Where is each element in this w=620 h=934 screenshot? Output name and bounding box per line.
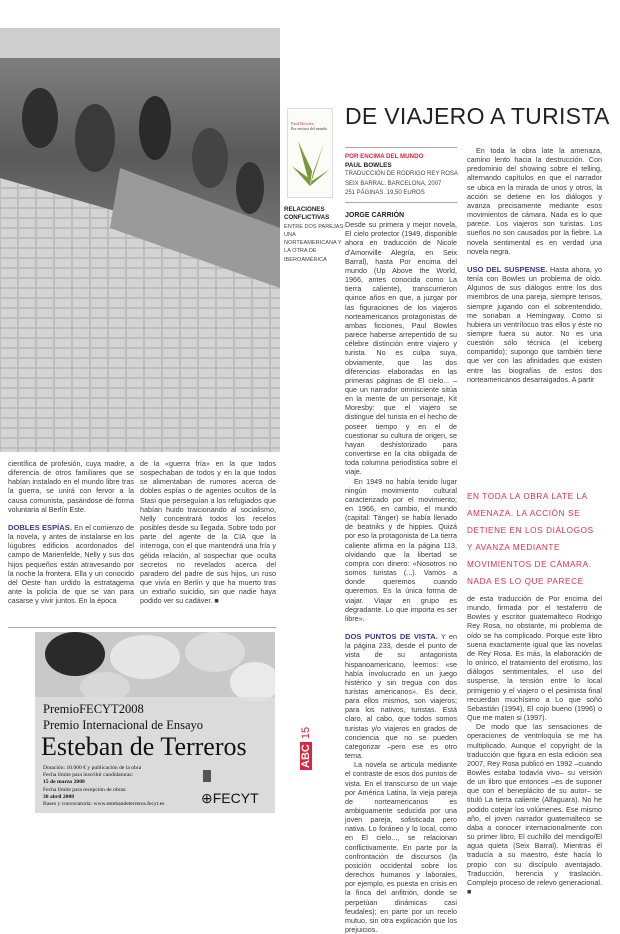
- divider: [345, 202, 457, 203]
- paragraph: de la «guerra fría» en la que todos sospechaban de todos y en la que todos se alimentaban de rumores acerca de dobles espías o de agentes ocultos de la Stasi que perseguían a los refugiados que habían huido traicionando al socialismo, Nelly concentrará todos los recelos posibles desde su llegada. Sobre todo por parte del agente de la CIA que la interroga, con el que mantendrá una fría y gélida relación, al sospechar que oculta secretos no revelados acerca del paradero del padre de sus hijos, un ruso que vivía en Berlín y que ha muerto tras un extraño suicidio, sin que nadie haya podido ver su cadáver. ■: [140, 459, 276, 606]
- caption-title: RELACIONES CONFLICTIVAS: [284, 206, 330, 222]
- leaf-illustration: [288, 131, 332, 191]
- ad-website[interactable]: Bases y convocatoria: www.estebandeterreros.fecyt.es: [43, 801, 165, 808]
- ad-detail: 30 abril 2008: [43, 793, 75, 800]
- book-cover-title: Por encima del mundo: [291, 126, 328, 131]
- book-translation: TRADUCCIÓN DE RODRIGO REY ROSA: [345, 171, 458, 178]
- paragraph: científica de profesión, cuya madre, a diferencia de otros familiares que se habían instalado en el mundo libre tras la guerra, se unirá con fervor a la causa comunista, pasándose de forma voluntaria al Berlín Este.: [8, 459, 134, 514]
- review-column-2: [467, 146, 602, 384]
- previous-article-column-1: [8, 459, 134, 605]
- review-column-2-continued: [467, 594, 602, 896]
- ad-line-3: Esteban de Terreros: [41, 732, 247, 761]
- ad-line-1: PremioFECYT2008: [43, 702, 144, 716]
- book-publisher: SEIX BARRAL. BARCELONA, 2007: [345, 180, 442, 187]
- photo-caption: [284, 206, 346, 264]
- spanish-coat-of-arms-icon: [203, 770, 211, 782]
- paragraph: de esta traducción de Por encima del mundo, firmada por el testaferro de Bowles y escritor guatemalteco Rodrigo Rey Rosa, no obstante, mi problema de oído se ha complicado. Porque este libro suena exactamente igual que las novelas de Rey Rosa. Es más, la elaboración de lo onírico, el tratamiento del erotismo, los diálogos sentimentales, el uso del suspense, la tensión entre lo local primigenio y el viajero o el pesimista final recuerdan muchísimo a Lo que soñó Sebastián (1994), El cojo bueno (1996) o Que me maten si (1997).: [467, 594, 602, 723]
- book-cover-author: Paul Bowles: [291, 121, 314, 126]
- section-heading: DOS PUNTOS DE VISTA.: [345, 632, 438, 642]
- fecyt-advertisement[interactable]: [35, 632, 275, 813]
- paragraph: De modo que las sensaciones de operaciones de ventriloquía se me ha multiplicado. Aunque el copyright de la traducción que figura en esta edición sea 2007, Rey Rosa publicó en 1992 –cuando Bowles estaba todavía vivo– su versión de un libro que entonces –es de suponer que con el beneplácito de su autor– se tituló La tierra caliente (Alfaguara). No he podido cotejar los volúmenes. Ese mismo año, el joven narrador guatemalteco se daba a conocer internacionalmente con su primer libro, El cuchillo del mendigo/El agua quieta (Seix Barral). Mientras él traducía a su maestro, éste hacía lo propio con su discípulo aventajado. Traducción, herencia y traslación. Complejo proceso de relevo generacional. ■: [467, 722, 602, 896]
- book-title: POR ENCIMA DEL MUNDO: [345, 153, 424, 160]
- paragraph: En 1949 no había tenido lugar ningún movimiento cultural caracterizado por el movimiento; en 1966, en cambio, el mundo (capital: Tánger) se había llenado de beatniks y de hippies. Quizá por eso la protagonista de La tierra caliente afirma en la página 113, olvidando que la libertad se compra con dinero: «Nosotros no somos turistas (...). Vamos a donde queremos cuando queremos. Es la única forma de viajar. Viajar en grupo es degradante. Lo que importa es ser libre».: [345, 476, 457, 623]
- paragraph: Desde su primera y mejor novela, El cielo protector (1949, disponible ahora en traducción de Nicole d'Amonville Alegría, en Seix Barral), hasta Por encima del mundo (Up Above the World, 1966, antes conocida como La tierra caliente), transcurrieron quince años en que, a juzgar por las figuraciones de los viajeros norteamericanos protagonistas de ambas ficciones, Paul Bowles parece haberse arrepentido de su célebre distinción entre viajero y turista. No es culpa suya, obviamente, que las dos diferencias elaboradas en las primeras páginas de El cielo... –que un narrador omnisciente sitúa en la mente de un personaje, Kit Moresby: que el viajero se distingue del turista en el hecho de poseer tiempo y en el de cuestionar su cultura de origen, se hayan deshistorizado para convertirse en la cita obligada de toda columna periodística sobre el viaje.: [345, 220, 457, 477]
- review-column-1: [345, 211, 457, 934]
- ad-line-2: Premio Internacional de Ensayo: [43, 718, 204, 732]
- previous-article-column-2: [140, 459, 276, 606]
- article-photo-bricklayers: [0, 28, 280, 452]
- page-number: [300, 727, 312, 770]
- fecyt-logo-symbol-icon: ⊕: [201, 790, 213, 806]
- section-heading: USO DEL SUSPENSE.: [467, 264, 548, 274]
- byline: JORGE CARRIÓN: [345, 212, 405, 219]
- fecyt-logo-text: FECYT: [212, 790, 259, 806]
- page-number-value: 15: [300, 726, 312, 740]
- paragraph: En el comienzo de la novela, y antes de instalarse en los lúgubres edificios acordonados del campo de Marienfelde, Nelly y sus dos hijos pequeños están atravesando por la noche la frontera. Ella y un conocido del Oeste han urdido la estratagema ante la policía de que se van para casarse y vivir juntos. En la época: [8, 522, 134, 606]
- paragraph: Hasta ahora, yo tenía con Bowles un problema de oído. Algunos de sus diálogos entre los dos miembros de una pareja, siempre tensos, siempre jugando con el sobrentendido, me sonaban a Hemingway. Como si hubiera un ventrílocuo tras ellos y éste no siempre fuera su autor. No es una cuestión sólo técnica (el iceberg compartido); supongo que también tiene que ver con las afinidades que existen entre las biografías de estos dos norteamericanos desarraigados. A partir: [467, 264, 602, 384]
- paragraph: La novela se articula mediante el contraste de esos dos puntos de vista. En el transcurso de un viaje por América Latina, la vieja pareja de norteamericanos es ambiguamente seducida por una joven pareja, sofisticada pero nativa. Lo foráneo y lo local, como en El cielo..., se relacionan conflictivamente. En parte por la confrontación de discursos (la posición occidental sobre los derechos humanos y laborales, por ejemplo, es puesta en crisis en la finca del anfitrión, donde se perpetúan dinámicas casi feudales); en parte por un recelo mutuo, sin otra explicación que los prejuicios.: [345, 760, 457, 934]
- ad-detail: 15 de marzo 2008: [43, 779, 85, 786]
- fecyt-logo: [201, 790, 259, 807]
- pull-quote: EN TODA LA OBRA LATE LA AMENAZA. LA ACCIÓN SE DETIENE EN LOS DIÁLOGOS Y AVANZA MEDIANTE MOVIMIENTOS DE CÁMARA. NADA ES LO QUE PARECE: [467, 492, 594, 586]
- divider: [345, 147, 457, 148]
- headline: DE VIAJERO A TURISTA: [345, 103, 610, 129]
- book-pages-price: 251 PÁGINAS. 19,50 EUROS: [345, 189, 425, 196]
- ad-detail: Fecha límite para inscribir candidaturas:: [43, 772, 134, 779]
- ad-details: [43, 765, 164, 808]
- book-info: [345, 152, 460, 198]
- section-heading: DOBLES ESPÍAS.: [8, 522, 72, 532]
- paragraph: En toda la obra late la amenaza, camino lento hacia la destrucción. Con predominio del showing sobre el telling, alternando capítulos en que el narrador se ubica en la mirada de unos y otros, la acción se detiene en los diálogos y avanza precisamente mediante esos movimientos de cámara. Nada es lo que parece. Los viajeros son turistas. Los sueños no son causados por la fiebre. La novela sentimental es en verdad una novela negra.: [467, 146, 602, 256]
- caption-text: ENTRE DOS PAREJAS: UNA NORTEAMERICANA Y LA OTRA DE IBEROAMÉRICA: [284, 223, 345, 263]
- ad-detail: Fecha límite para recepción de obras:: [43, 786, 127, 793]
- divider: [8, 627, 276, 628]
- book-cover: [287, 108, 333, 198]
- paragraph: Y en la página 233, desde el punto de vista de su antagonista hispanoamericano, leemos: «se había involucrado en un juego histérico y sin tregua con dos turistas americanos». Es decir, para ellos mismos, son viajeros; para los nativos, turistas. Está claro, al cabo, que todos somos turistas y/o viajeros en grados de conciencia que no se pueden categorizar –pero ese es otro tema.: [345, 632, 457, 761]
- abc-brand: ABC: [300, 744, 312, 768]
- ad-detail: Dotación: 10.000 € y publicación de la obra: [43, 765, 142, 771]
- book-author: PAUL BOWLES: [345, 162, 392, 170]
